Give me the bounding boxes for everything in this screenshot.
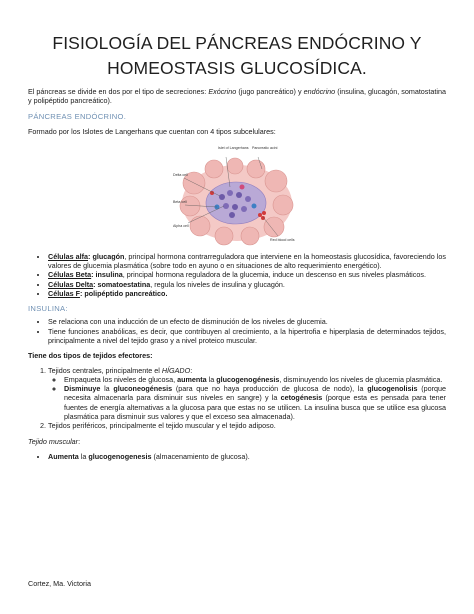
label-acini: Pancreatic acini (252, 145, 278, 150)
text-bold: glucogenolisis (367, 384, 418, 394)
cell-name: Células F (48, 289, 80, 299)
cell-name: Células alfa (48, 251, 88, 261)
section-heading-pancreas-endocrino: PÁNCREAS ENDÓCRINO. (28, 111, 127, 121)
text: la (78, 451, 89, 461)
author: Cortez, Ma. Victoria (28, 579, 91, 588)
document-title (28, 0, 446, 81)
text: la (100, 384, 114, 394)
text: (porque esta es pensada para tener fuentes de energía alternativas a la glucosa para que estas no se utilicen. La insulina busca que se utilice esa glucosa plasmática para disminuir sus valores y que el exceso sea almacenada). (64, 393, 446, 422)
intro-text-c: (jugo pancreático) y (236, 87, 304, 96)
text-bold: Aumenta (48, 451, 79, 461)
tissues-heading: Tiene dos tipos de tejidos efectores: (28, 351, 153, 361)
text-bold: glucogenogenesis (88, 451, 152, 461)
text: (porque necesita almacenarla para disminuir sus niveles en sangre) y la (64, 384, 447, 403)
text-bold: gluconeogénesis (113, 384, 173, 394)
text-bold: aumenta (177, 374, 207, 384)
title-line-1: FISIOLOGÍA DEL PÁNCREAS ENDÓCRINO Y (52, 33, 422, 53)
islet-of-langerhans-figure (172, 143, 302, 246)
label-delta: Delta cell (173, 172, 188, 177)
intro-text-a: El páncreas se divide en dos por el tipo de secreciones: (28, 87, 209, 96)
list-item (64, 375, 446, 384)
cell-hormone: glucagón (92, 251, 125, 261)
text-bold: Disminuye (64, 384, 101, 394)
list-item: • Células Beta: insulina, principal hormona reguladora de la glucemia, induce un descenso en sus niveles plasmáticos. (48, 270, 446, 279)
cell-hormone: insulina (95, 270, 123, 280)
text: Empaqueta los niveles de glucosa, (64, 374, 178, 384)
label-islet: Islet of Langerhans (218, 145, 249, 150)
text: la (206, 374, 217, 384)
text: , disminuyendo los niveles de glucemia plasmática. (279, 374, 443, 384)
cell-name: Células Delta (48, 279, 94, 289)
muscle-heading-colon: : (78, 436, 81, 446)
list-item (48, 366, 446, 422)
tissue1-colon: : (190, 365, 193, 375)
list-item (48, 452, 446, 461)
label-alpha: Alpha cell (173, 223, 189, 228)
cell-description: , regula los niveles de insulina y glucagón. (150, 279, 285, 289)
list-item (64, 384, 446, 421)
liver-effects-list (48, 375, 446, 421)
insulina-list (28, 317, 446, 345)
intro-text-e: (insulina, glucagón, somatostatina y polipéptido pancreático). (28, 87, 446, 106)
cell-types-list (28, 252, 446, 298)
section-heading-insulina: INSULINA: (28, 304, 68, 314)
cell-description: , principal hormona contrarreguladora que interviene en la homeostasis glucosídica, favoreciendo los valores de glucemia plasmática (sobre todo en ayuno o en situaciones de alto requerimiento energético). (48, 251, 447, 271)
text: (para que no haya producción de glucosa de nodo), la (172, 384, 368, 394)
list-item: • Células Delta: somatoestatina, regula los niveles de insulina y glucagón. (48, 280, 446, 289)
cell-hormone: somatoestatina (97, 279, 151, 289)
intro-exocrino: Exócrino (208, 87, 237, 96)
list-item: 2. Tejidos periféricos, principalmente el tejido muscular y el tejido adiposo. (48, 421, 446, 430)
label-beta: Beta cell (173, 199, 187, 204)
tissues-list (28, 366, 446, 431)
tissue1-text: Tejidos centrales, principalmente el (48, 365, 162, 375)
cell-description: , principal hormona reguladora de la glucemia, induce un descenso en sus niveles plasmáticos. (122, 270, 426, 280)
cell-hormone: polipéptido pancreático (84, 289, 166, 299)
intro-paragraph (28, 87, 446, 106)
text-bold: cetogénesis (280, 393, 323, 403)
tissue1-higado: HÍGADO (161, 365, 191, 375)
label-rbc: Red blood cells (270, 237, 295, 242)
list-item: • Células F: polipéptido pancreático. (48, 289, 446, 298)
cell-description: . (165, 289, 168, 299)
islet-cluster (206, 182, 266, 224)
muscle-list (28, 452, 446, 461)
cell-name: Células Beta (48, 270, 92, 280)
muscle-heading (28, 437, 446, 446)
islets-intro: Formado por los Islotes de Langerhans que cuentan con 4 tipos subcelulares: (28, 126, 276, 136)
list-item: • Tiene funciones anabólicas, es decir, que contribuyen al crecimiento, a la hipertrofia e hiperplasia de determinados tejidos, principalmente a nivel del tejido graso y a nivel proteico muscular. (48, 327, 446, 346)
title-line-2: HOMEOSTASIS GLUCOSÍDICA. (107, 58, 367, 78)
text-bold: glucogenogénesis (216, 374, 280, 384)
list-item: • Células alfa: glucagón, principal hormona contrarreguladora que interviene en la homeostasis glucosídica, favoreciendo los valores de glucemia plasmática (sobre todo en ayuno o en situaciones de alto requerimiento energético). (48, 252, 446, 271)
list-item: • Se relaciona con una inducción de un efecto de disminución de los niveles de glucemia. (48, 317, 446, 326)
text: (almacenamiento de glucosa). (151, 451, 250, 461)
muscle-heading-text: Tejido muscular (28, 436, 79, 446)
intro-endocrino: endócrino (303, 87, 336, 96)
